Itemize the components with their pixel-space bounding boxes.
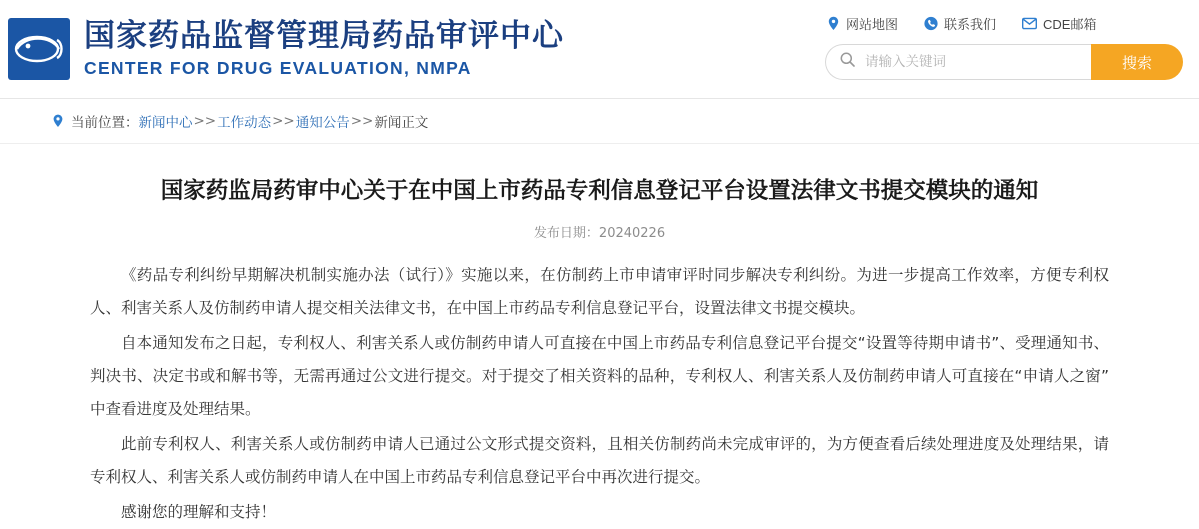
top-link-sitemap[interactable]	[827, 14, 898, 33]
page-title: 国家药监局药审中心关于在中国上市药品专利信息登记平台设置法律文书提交模块的通知	[160, 178, 1039, 204]
breadcrumb-item-news-center[interactable]: 新闻中心	[138, 115, 193, 131]
site-header	[0, 0, 1199, 99]
article-paragraph: 自本通知发布之日起，专利权人、利害关系人或仿制药申请人可直接在中国上市药品专利信息登记平台提交“设置等待期申请书”、受理通知书、判决书、决定书或和解书等，无需再通过公文进行提交。对于提交了相关资料的品种，专利权人、利害关系人及仿制药申请人可直接在“申请人之窗”中查看进度及处理结果。	[90, 334, 1109, 418]
search-input-wrapper[interactable]	[825, 44, 1091, 80]
location-pin-icon	[52, 114, 64, 128]
top-link-label: 网站地图	[846, 16, 899, 32]
search-icon	[840, 52, 863, 72]
search-bar	[825, 44, 1183, 80]
phone-icon	[924, 16, 938, 31]
article-paragraph: 《药品专利纠纷早期解决机制实施办法（试行）》实施以来，在仿制药上市申请审评时同步解决专利纠纷。为进一步提高工作效率，方便专利权人、利害关系人及仿制药申请人提交相关法律文书，在中国上市药品专利信息登记平台，设置法律文书提交模块。	[90, 266, 1109, 317]
search-input[interactable]	[863, 53, 1081, 71]
breadcrumb-label: 当前位置：	[71, 115, 139, 131]
header-utilities	[825, 10, 1183, 80]
site-brand[interactable]	[0, 17, 564, 81]
breadcrumb-separator: >>	[350, 113, 374, 129]
top-links	[825, 10, 1183, 36]
brand-title-cn: 国家药品监督管理局药品审评中心	[84, 18, 564, 54]
article-paragraph: 此前专利权人、利害关系人或仿制药申请人已通过公文形式提交资料，且相关仿制药尚未完成审评的，为方便查看后续处理进度及处理结果，请专利权人、利害关系人或仿制药申请人在中国上市药品专利信息登记平台中再次进行提交。	[90, 435, 1109, 486]
article	[0, 174, 1199, 529]
breadcrumb-separator: >>	[272, 113, 295, 129]
breadcrumb-current: 新闻正文	[374, 115, 429, 131]
breadcrumb-item-work-updates[interactable]: 工作动态	[217, 115, 272, 131]
publish-date-label: 发布日期：	[533, 226, 599, 241]
publish-date	[90, 222, 1109, 241]
breadcrumb-separator: >>	[193, 113, 217, 129]
location-pin-icon	[827, 16, 840, 31]
search-button[interactable]: 搜索	[1091, 44, 1183, 80]
breadcrumb-bar	[0, 99, 1199, 144]
top-link-label: CDE邮箱	[1043, 16, 1097, 32]
article-paragraph: 感谢您的理解和支持！	[121, 503, 277, 521]
top-link-contact[interactable]	[924, 14, 996, 33]
publish-date-value: 20240226	[598, 226, 666, 241]
breadcrumb-item-announcements[interactable]: 通知公告	[295, 115, 350, 131]
cde-fish-logo-icon	[8, 18, 70, 80]
article-body	[90, 259, 1109, 529]
breadcrumb	[52, 111, 428, 131]
brand-title-en: CENTER FOR DRUG EVALUATION, NMPA	[84, 58, 472, 78]
top-link-mail[interactable]	[1022, 14, 1096, 33]
mail-icon	[1022, 17, 1037, 30]
top-link-label: 联系我们	[944, 16, 997, 32]
